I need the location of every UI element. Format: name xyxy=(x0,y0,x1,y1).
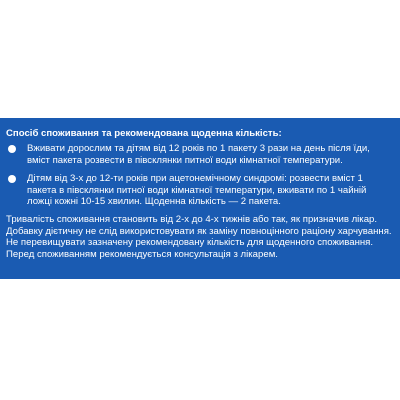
notes-block xyxy=(6,214,394,260)
note-not-replacement: Добавку дієтичну не слід використовувати як заміну повноцінного раціону харчування. xyxy=(6,225,392,237)
instructions-panel xyxy=(0,118,400,279)
usage-item-adults xyxy=(6,143,394,166)
section-title: Спосіб споживання та рекомендована щоденна кількість: xyxy=(6,128,282,139)
usage-item-children xyxy=(6,173,394,207)
usage-list xyxy=(6,143,394,207)
usage-item-text: Дітям від 3-х до 12-ти років при ацетонемічному синдромі: розвести вміст 1 пакета в півсклянки питної води кімнатної температури, вживати по 1 чайній ложці кожні 10-15 хвилин. Щоденна кількість — 2 пакета. xyxy=(27,173,367,208)
bullet-dot-icon xyxy=(8,175,16,183)
bullet-dot-icon xyxy=(8,145,16,153)
note-dosage-limit: Не перевищувати зазначену рекомендовану кількість для щоденного споживання. xyxy=(6,237,374,249)
note-consultation: Перед споживанням рекомендується консультація з лікарем. xyxy=(6,248,278,260)
note-duration: Тривалість споживання становить від 2-х до 4-х тижнів або так, як призначив лікар. xyxy=(6,214,378,226)
usage-item-text: Вживати дорослим та дітям від 12 років по 1 пакету 3 рази на день після їди, вміст пакета розвести в півсклянки питної води кімнатної температури. xyxy=(27,143,370,166)
